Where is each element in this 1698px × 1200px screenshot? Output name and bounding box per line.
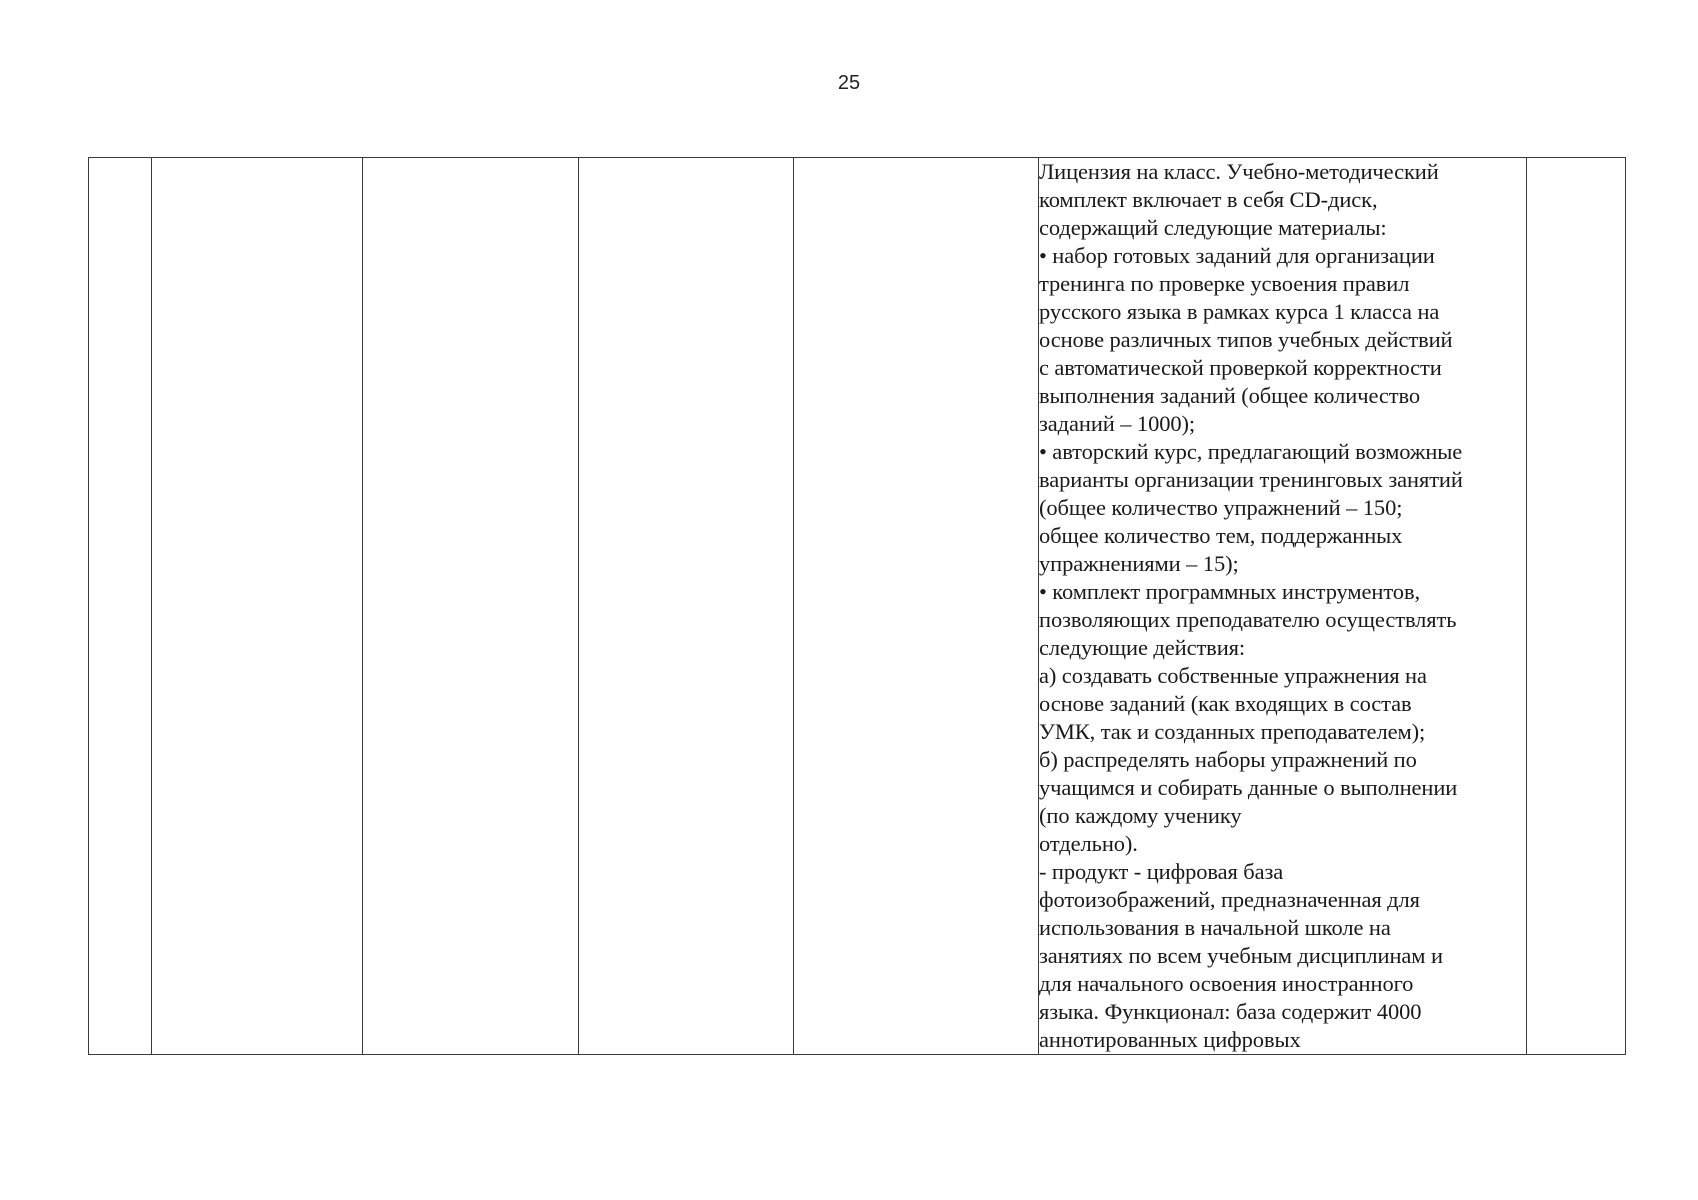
page-number: 25	[837, 72, 861, 94]
description-line: с автоматической проверкой корректности	[1039, 355, 1442, 380]
document-table	[88, 157, 1626, 1055]
table-row	[89, 158, 1626, 1055]
table-cell-5	[794, 158, 1039, 1055]
description-line: Лицензия на класс. Учебно-методический	[1039, 159, 1439, 184]
description-line: упражнениями – 15);	[1039, 551, 1239, 576]
description-line: аннотированных цифровых	[1039, 1027, 1301, 1052]
description-line: заданий – 1000);	[1039, 411, 1196, 436]
description-line: позволяющих преподавателю осуществлять	[1039, 607, 1457, 632]
description-line: содержащий следующие материалы:	[1039, 215, 1387, 240]
description-line: занятиях по всем учебным дисциплинам и	[1039, 943, 1443, 968]
description-line: (по каждому ученику	[1039, 803, 1242, 828]
description-line: (общее количество упражнений – 150;	[1039, 495, 1403, 520]
description-line: языка. Функционал: база содержит 4000	[1039, 999, 1422, 1024]
description-line: фотоизображений, предназначенная для	[1039, 887, 1420, 912]
description-text	[1039, 158, 1526, 1054]
description-line: УМК, так и созданных преподавателем);	[1039, 719, 1426, 744]
description-line: - продукт - цифровая база	[1039, 859, 1284, 884]
description-line: общее количество тем, поддержанных	[1039, 523, 1403, 548]
description-line: варианты организации тренинговых занятий	[1039, 467, 1463, 492]
description-line: отдельно).	[1039, 831, 1138, 856]
description-line: тренинга по проверке усвоения правил	[1039, 271, 1410, 296]
description-line: основе различных типов учебных действий	[1039, 327, 1453, 352]
table-cell-3	[363, 158, 579, 1055]
table-cell-4	[579, 158, 794, 1055]
table-cell-number	[89, 158, 152, 1055]
description-line: следующие действия:	[1039, 635, 1246, 660]
description-line: • авторский курс, предлагающий возможные	[1039, 439, 1463, 464]
description-line: учащимся и собирать данные о выполнении	[1039, 775, 1458, 800]
description-line: комплект включает в себя CD-диск,	[1039, 187, 1378, 212]
table-cell-7	[1527, 158, 1626, 1055]
table-cell-2	[152, 158, 363, 1055]
table-cell-description	[1039, 158, 1527, 1055]
description-line: • комплект программных инструментов,	[1039, 579, 1420, 604]
description-line: для начального освоения иностранного	[1039, 971, 1414, 996]
description-line: использования в начальной школе на	[1039, 915, 1391, 940]
description-line: основе заданий (как входящих в состав	[1039, 691, 1412, 716]
description-line: • набор готовых заданий для организации	[1039, 243, 1435, 268]
description-line: русского языка в рамках курса 1 класса на	[1039, 299, 1440, 324]
description-line: выполнения заданий (общее количество	[1039, 383, 1421, 408]
description-line: а) создавать собственные упражнения на	[1039, 663, 1427, 688]
description-line: б) распределять наборы упражнений по	[1039, 747, 1417, 772]
